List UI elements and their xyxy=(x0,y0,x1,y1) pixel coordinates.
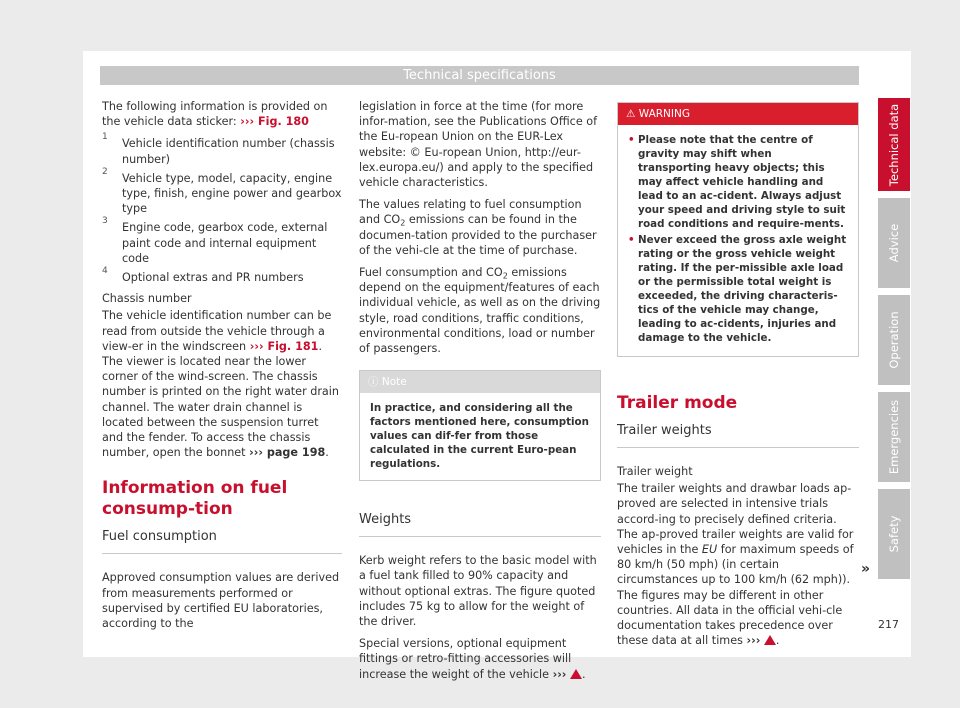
page-header: Technical specifications xyxy=(100,66,859,85)
continued-mark: » xyxy=(861,561,871,577)
warning-bullet: • Never exceed the gross axle weight rating or the gross vehicle weight rating. If the per-missible axle load or the permissible total weight is exceeded, the driving characteris-tics of the vehicle may change, leading to ac-cidents, injuries and damage to the vehicle. xyxy=(628,233,848,345)
note-text: In practice, and considering all the factors mentioned here, consumption values can dif-fer from those calculated in the current Euro-pean regulations. xyxy=(370,402,589,471)
weights-paragraph-1: Kerb weight refers to the basic model with a fuel tank filled to 90% capacity and without optional extras. The figure quoted includes 75 kg to allow for the weight of the driver. xyxy=(359,554,597,629)
chassis-end: . xyxy=(325,446,329,460)
eu-text: EU xyxy=(701,543,718,557)
trailer-text-1: The trailer weights and drawbar loads ap-proved are selected in intensive trials accord-ing to precisely defined criteria. The ap-proved trailer weights are valid for vehicles in the xyxy=(617,482,854,557)
chassis-paragraph xyxy=(102,308,342,460)
chassis-heading: Chassis number xyxy=(102,292,192,306)
note-icon: ⓘ xyxy=(368,376,379,389)
trailer-subtitle: Trailer weights xyxy=(617,422,859,448)
tab-label: Advice xyxy=(887,223,901,263)
weights-paragraph-2: Special versions, optional equipment fittings or retro-fitting accessories will increase the weight of the vehicle ››› . xyxy=(359,637,586,681)
fig-181-link[interactable]: ››› Fig. 181 xyxy=(249,339,319,353)
warning-ref-link[interactable]: ››› xyxy=(746,634,761,648)
co2-text-d: emissions depend on the equipment/features of each individual vehicle, as well as on the driving style, road conditions, traffic conditions, environmental conditions, load or number of passengers. xyxy=(359,266,601,356)
warning-triangle-icon xyxy=(570,669,582,679)
warning-triangle-icon xyxy=(764,635,776,645)
legislation-paragraph: legislation in force at the time (for more infor-mation, see the Publications Office of the Eu-ropean Union on the EUR-Lex website: © Eu-ropean Union, http://eur-lex.europa.eu/) and apply to the specified vehicle characteristics. xyxy=(359,100,598,190)
warning-label: WARNING xyxy=(638,108,690,120)
tab-label: Emergencies xyxy=(887,399,901,475)
list-item xyxy=(102,216,342,266)
co2-subscript: 2 xyxy=(502,271,508,281)
warning-ref-link[interactable]: ››› xyxy=(552,667,567,681)
warning-bullet: • Please note that the centre of gravity may shift when transporting heavy objects; this may affect vehicle handling and lead to an ac-cident. Always adjust your speed and driving style to suit road conditions and require-ments. xyxy=(628,133,848,231)
trailer-section-title: Trailer mode xyxy=(617,393,738,413)
fuel-subtitle: Fuel consumption xyxy=(102,528,342,554)
note-header xyxy=(360,371,600,393)
weights-text: Special versions, optional equipment fittings or retro-fitting accessories will increase the weight of the vehicle xyxy=(359,637,572,681)
co2-text-a: The values relating to fuel consumption and CO xyxy=(359,198,582,227)
item-text: Optional extras and PR numbers xyxy=(122,271,304,285)
co2-text-c: Fuel consumption and CO xyxy=(359,266,503,280)
weights-title: Weights xyxy=(359,511,601,537)
item-text: Vehicle identification number (chassis number) xyxy=(122,137,335,166)
tab-technical-data[interactable] xyxy=(878,98,910,191)
warning-header xyxy=(618,103,858,125)
tab-label: Technical data xyxy=(887,103,901,186)
intro-paragraph xyxy=(102,99,342,129)
fuel-section-title: Information on fuel consump-tion xyxy=(102,478,288,520)
chassis-text-1: The vehicle identification number can be read from outside the vehicle through a view-er in the windscreen xyxy=(102,309,332,353)
warning-box xyxy=(617,102,859,357)
co2-paragraph-1 xyxy=(359,197,601,258)
column-2 xyxy=(359,99,601,689)
trailer-weight-heading: Trailer weight xyxy=(617,465,693,478)
tab-operation[interactable] xyxy=(878,295,910,385)
fuel-paragraph: Approved consumption values are derived from measurements performed or supervised by certified EU laboratories, according to the xyxy=(102,571,340,631)
tab-advice[interactable] xyxy=(878,198,910,288)
co2-text-b: emissions can be found in the documen-tation provided to the purchaser of the vehi-cle at the time of purchase. xyxy=(359,213,597,257)
item-text: Vehicle type, model, capacity, engine type, finish, engine power and gearbox type xyxy=(122,171,342,216)
note-label: Note xyxy=(381,376,407,389)
tab-label: Safety xyxy=(887,515,901,553)
item-number: 3 xyxy=(102,216,108,227)
note-box xyxy=(359,370,601,481)
column-1 xyxy=(102,99,342,638)
list-item xyxy=(102,132,342,166)
item-text: Engine code, gearbox code, external paint code and internal equipment code xyxy=(122,221,328,265)
co2-subscript: 2 xyxy=(400,218,406,228)
chassis-text-2: . The viewer is located near the lower corner of the wind-screen. The chassis number is printed on the right water drain channel. The water drain channel is located between the suspension turret and the fender. To access the chassis number, open the bonnet xyxy=(102,339,339,460)
item-number: 2 xyxy=(102,166,108,177)
list-item xyxy=(102,166,342,217)
list-item xyxy=(102,266,342,285)
page-198-link[interactable]: ››› page 198 xyxy=(249,446,326,460)
item-number: 1 xyxy=(102,132,108,143)
sticker-list xyxy=(102,132,342,285)
trailer-paragraph: The trailer weights and drawbar loads ap-proved are selected in intensive trials accord-ing to precisely defined criteria. The ap-proved trailer weights are valid for vehicles in the EU for maximum speeds of 80 km/h (50 mph) (in certain circumstances up to 100 km/h (62 mph)). The figures may be different in other countries. All data in the official vehi-cle documentation takes precedence over these data at all times ››› . xyxy=(617,482,854,648)
fig-180-link[interactable]: ››› Fig. 180 xyxy=(240,115,309,129)
tab-emergencies[interactable] xyxy=(878,392,910,482)
warning-body xyxy=(618,125,858,356)
tab-safety[interactable] xyxy=(878,489,910,579)
column-3 xyxy=(617,102,859,655)
page-number: 217 xyxy=(878,618,899,631)
tab-label: Operation xyxy=(887,311,901,369)
intro-text: The following information is provided on the vehicle data sticker: xyxy=(102,100,328,129)
item-number: 4 xyxy=(102,266,108,277)
trailer-text-2: for maximum speeds of 80 km/h (50 mph) (in certain circumstances up to 100 km/h (62 mph)). The figures may be different in other countries. All data in the official vehi-cle documentation takes precedence over these data at all times xyxy=(617,543,854,648)
warning-icon: ⚠ xyxy=(626,108,636,120)
co2-paragraph-2 xyxy=(359,265,601,356)
